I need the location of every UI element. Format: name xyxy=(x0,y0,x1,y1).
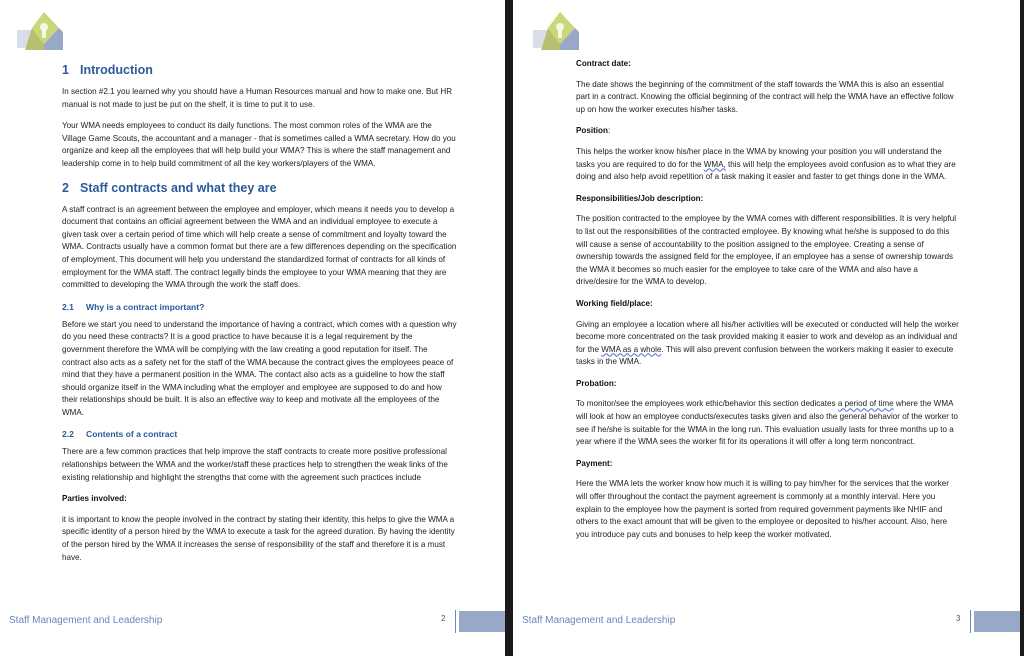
position-label xyxy=(576,125,960,138)
text-run: this will help the employees avoid confusion as to what they are doing and also help avoid repetition of a task making it easier and faster to get things done in the WMA. xyxy=(576,159,956,182)
puzzle-logo-icon xyxy=(533,10,579,50)
heading-text: Introduction xyxy=(80,63,153,77)
heading-why-contract xyxy=(62,301,457,313)
intro-paragraph-2: Your WMA needs employees to conduct its daily functions. The most common roles of the WMA are the Village Game Scouts, the accountant and a manager - that is sometimes called a WMA secretary. How do you organize and keep all the employees that will help build your WMA? This is where the staff management and leadership come in to help build commitment of all the key workers/players of the WMA. xyxy=(62,121,456,168)
probation-paragraph xyxy=(576,398,960,448)
page-2-body xyxy=(62,60,457,573)
payment-label: Payment: xyxy=(576,458,613,468)
position-label-text: Position xyxy=(576,126,608,136)
underlined-text-run: a period of time xyxy=(837,399,894,409)
parties-involved-paragraph: it is important to know the people involved in the contract by stating their identity, this helps to give the WMA a specific identity of a person hired by the WMA to execute a task for the agreed duration. By having the identity of the person hired by the WMA it increases the sense of responsibility of the staff and therefore it is a must have. xyxy=(62,514,455,562)
document-page-2 xyxy=(0,0,505,656)
heading-number: 2.1 xyxy=(62,301,74,312)
heading-introduction xyxy=(62,62,457,78)
text-run: . This will also prevent confusion between the workers making it easier to execute tasks in the WMA. xyxy=(576,344,954,367)
heading-text: Staff contracts and what they are xyxy=(80,180,277,195)
page-3-body xyxy=(576,58,960,550)
position-paragraph xyxy=(576,146,960,184)
page-number: 3 xyxy=(956,614,961,623)
heading-text: Why is a contract important? xyxy=(86,301,205,312)
text-run: Giving an employee a location where all his/her activities will be executed or conducted will help the worker become more concentrated on the task provided making it easier to work and develop as an individual and for the xyxy=(576,319,959,354)
page-footer-title: Staff Management and Leadership xyxy=(9,615,163,626)
contract-date-label: Contract date: xyxy=(576,59,631,68)
heading-number: 2.2 xyxy=(62,429,74,440)
puzzle-logo-icon xyxy=(17,10,63,50)
contract-date-paragraph: The date shows the beginning of the commitment of the staff towards the WMA this is also an essential part in a contract. Knowing the official beginning of the contract will help the WMA have an effective follow up on how the worker executes his/her tasks. xyxy=(576,79,954,114)
position-label-colon: : xyxy=(607,126,611,136)
footer-bar xyxy=(974,611,1020,632)
payment-paragraph: Here the WMA lets the worker know how much it is willing to pay him/her for the services that the worker will offer throughout the contact the payment agreement is commonly at a monthly interval. Here you explain to the employee how the payment is sorted from required government payments like NHIF and others to the exact amount that will be given to the employee or deposited to his/her account. Also, here you introduce pay cuts and bonuses to help keep the worker motivated. xyxy=(576,479,949,539)
working-field-label: Working field/place: xyxy=(576,298,653,308)
probation-label: Probation: xyxy=(576,378,617,388)
footer-bar xyxy=(459,611,505,632)
text-run: To monitor/see the employees work ethic/behavior this section dedicates xyxy=(576,399,838,409)
footer-divider xyxy=(455,610,456,633)
footer-divider xyxy=(970,610,971,633)
underlined-text-run: WMA as a whole xyxy=(601,344,662,354)
text-run: where the WMA will look at how an employee conducts/executes tasks given and also the general behavior of the worker to see if he/she is suitable for the WMA in the long run. This evaluation usually lasts for three months up to a year where if the WMA sees the worker fit for its operations it will offer a long term noncontract. xyxy=(576,399,958,447)
underlined-text-run: WMA, xyxy=(703,159,726,169)
heading-number: 2 xyxy=(62,180,69,195)
parties-involved-label: Parties involved: xyxy=(62,494,127,504)
heading-number: 1 xyxy=(62,63,69,77)
responsibilities-paragraph: The position contracted to the employee by the WMA comes with different responsibilities. It is very helpful to list out the responsibilities of the contracted employee. By knowing what he/she is supposed to do this will cause a sense of accountability to the position assigned to the employee. Creating a sense of ownership towards the assigned field for the employee, if an employee has a sense of ownership towards the WMA it becomes so much easier for the employee to take care of the WMA and also have a drive/desire for the WMA to develop. xyxy=(576,214,956,287)
text-run: This helps the worker know his/her place in the WMA by knowing your position you will understand the tasks you are required to do for the xyxy=(576,146,942,169)
contents-paragraph: There are a few common practices that help improve the staff contracts to create more positive professional relationships between the WMA and the worker/staff these practices help to strengthen the weak links of the existing relationship and highlight the strengths that come with the agreement such practices include xyxy=(62,447,448,482)
responsibilities-label: Responsibilities/Job description: xyxy=(576,193,704,203)
page-footer-title: Staff Management and Leadership xyxy=(522,615,676,626)
heading-staff-contracts xyxy=(62,180,457,196)
staff-contracts-paragraph: A staff contract is an agreement between the employee and employer, which means it needs you to develop a document that contains an official agreement between the WMA and an individual employee to execute a given task over a certain period of time which will help create a sense of commitment and loyalty toward the WMA. Contracts usually have a common format but there are a few differences depending on the specification of employment. This document will help you understand the standardized format of contracts for all kinds of employment for the WMA staff. The contract legally binds the employee to your WMA meaning that they are committed to developing the WMA through the work the staff does. xyxy=(62,204,457,290)
intro-paragraph-1: In section #2.1 you learned why you should have a Human Resources manual and how to make one. But HR manual is not made to just be put on the shelf, it is time to put it to use. xyxy=(62,87,453,109)
why-contract-paragraph: Before we start you need to understand the importance of having a contract, which comes with a question why do you need these contracts? It is a good practice to have because it is a legal requirement by the government therefore the WMA will be complying with the law creating a good reputation for itself. The contract also acts as a safety net for the staff of the WMA because the contract gives the employees peace of mind that they have a permanent position in the WMA. The contact also acts as a guideline to how the staff should organize itself in the WMA including what the employer and employee are supposed to do and how their relationships should be built. It is also an effective way to keep and motivate all the employees of the WMA. xyxy=(62,319,457,417)
working-field-paragraph xyxy=(576,319,960,369)
document-page-3 xyxy=(513,0,1020,656)
page-number: 2 xyxy=(441,614,446,623)
heading-contents-of-contract xyxy=(62,428,457,440)
heading-text: Contents of a contract xyxy=(86,429,178,440)
